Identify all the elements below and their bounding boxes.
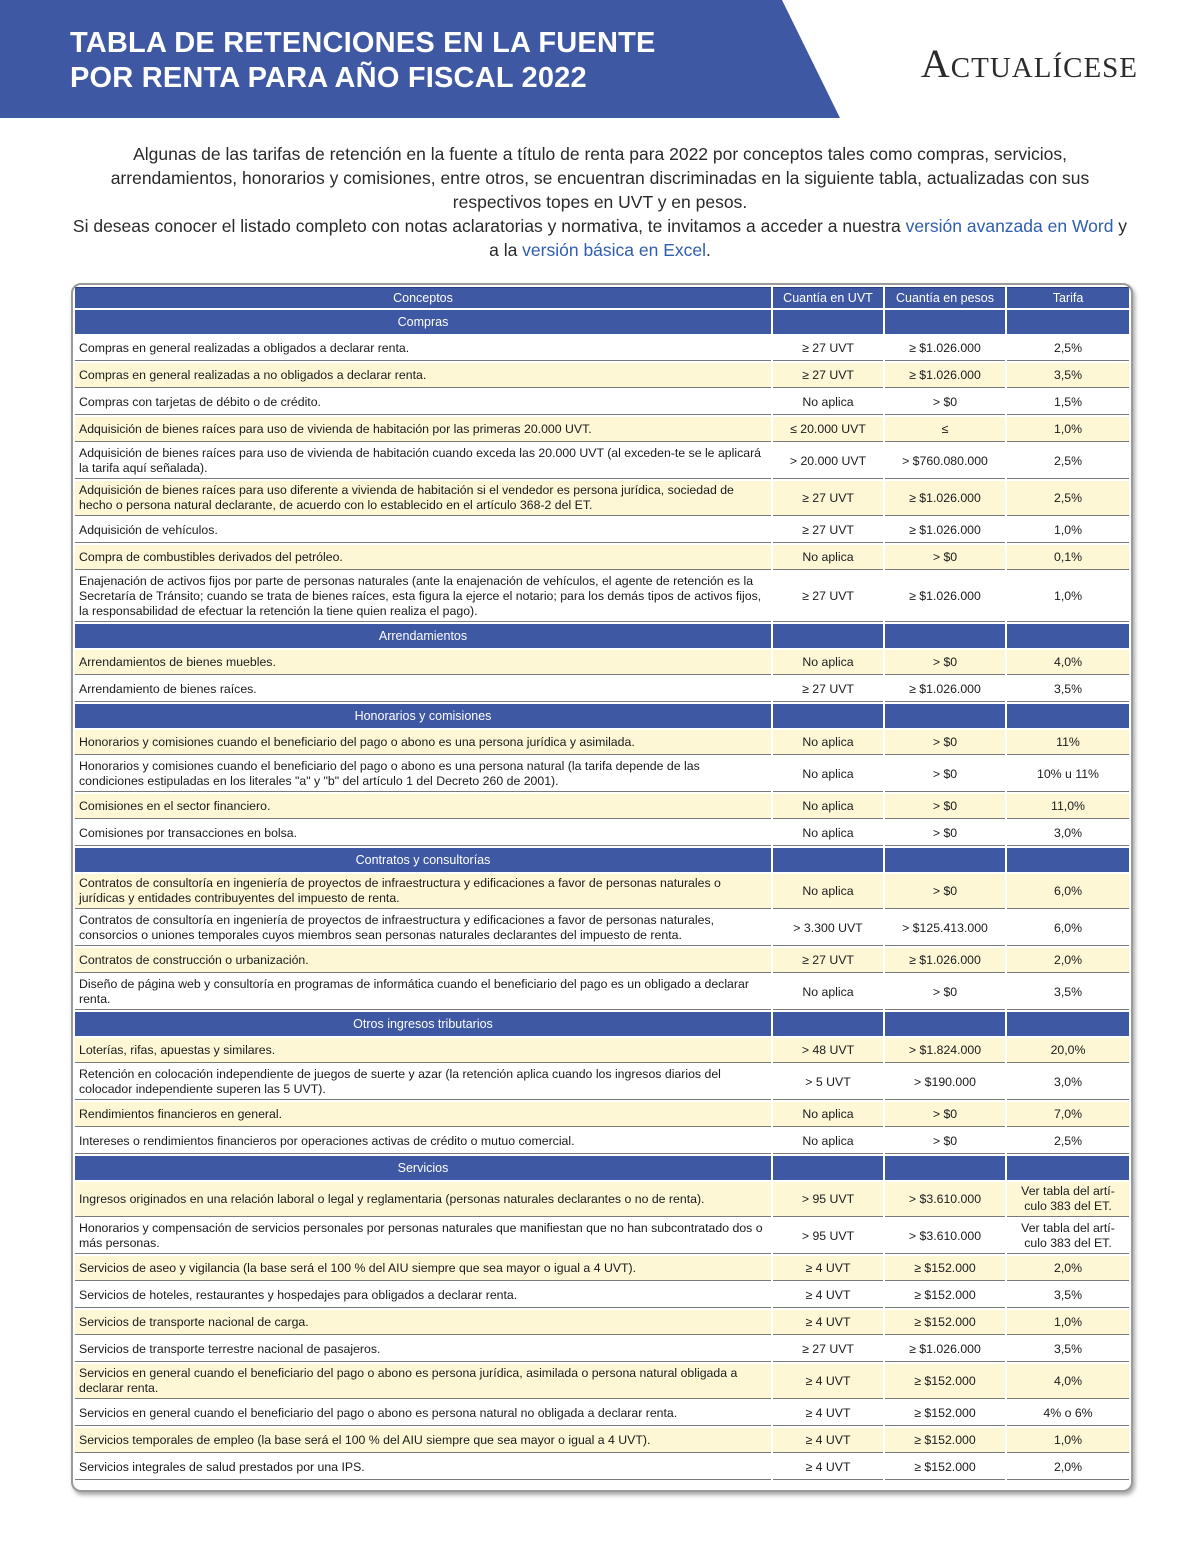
cell-cuantia-pesos: ≥ $1.026.000 xyxy=(885,948,1005,973)
cell-cuantia-uvt: ≤ 20.000 UVT xyxy=(773,417,883,442)
cell-cuantia-uvt: ≥ 4 UVT xyxy=(773,1455,883,1480)
cell-cuantia-pesos: ≥ $1.026.000 xyxy=(885,518,1005,543)
cell-cuantia-pesos: > $3.610.000 xyxy=(885,1182,1005,1217)
table-row xyxy=(75,1129,1129,1154)
table-row xyxy=(75,518,1129,543)
page-title xyxy=(70,26,656,96)
section-title: Arrendamientos xyxy=(75,624,771,648)
section-header-row xyxy=(75,1156,1129,1180)
cell-tarifa: 1,0% xyxy=(1007,518,1129,543)
cell-tarifa: 2,5% xyxy=(1007,444,1129,479)
cell-tarifa: 1,0% xyxy=(1007,572,1129,622)
cell-tarifa: 4,0% xyxy=(1007,650,1129,675)
cell-tarifa: 4,0% xyxy=(1007,1364,1129,1399)
table-row xyxy=(75,1283,1129,1308)
table-row xyxy=(75,1364,1129,1399)
cell-concepto: Servicios de transporte terrestre nacional de pasajeros. xyxy=(75,1337,771,1362)
section-header-filler xyxy=(1007,704,1129,728)
cell-cuantia-pesos: > $0 xyxy=(885,390,1005,415)
section-header-filler xyxy=(773,1156,883,1180)
cell-concepto: Servicios temporales de empleo (la base será el 100 % del AIU siempre que sea mayor o igual a 4 UVT). xyxy=(75,1428,771,1453)
cell-concepto: Loterías, rifas, apuestas y similares. xyxy=(75,1038,771,1063)
cell-concepto: Arrendamiento de bienes raíces. xyxy=(75,677,771,702)
cell-cuantia-pesos: ≥ $1.026.000 xyxy=(885,677,1005,702)
table-row xyxy=(75,545,1129,570)
section-header-filler xyxy=(1007,848,1129,872)
intro-paragraph-2-end: . xyxy=(706,240,711,260)
cell-cuantia-uvt: No aplica xyxy=(773,1102,883,1127)
cell-cuantia-pesos: > $0 xyxy=(885,650,1005,675)
cell-tarifa: 3,0% xyxy=(1007,821,1129,846)
header-cuantia-pesos: Cuantía en pesos xyxy=(885,287,1005,308)
table-row xyxy=(75,1337,1129,1362)
cell-concepto: Adquisición de bienes raíces para uso de vivienda de habitación por las primeras 20.000 UVT. xyxy=(75,417,771,442)
table-row xyxy=(75,677,1129,702)
cell-concepto: Honorarios y compensación de servicios personales por personas naturales que manifiestan que no han subcontratado dos o más personas. xyxy=(75,1219,771,1254)
cell-cuantia-uvt: ≥ 27 UVT xyxy=(773,363,883,388)
cell-cuantia-uvt: No aplica xyxy=(773,650,883,675)
withholding-table-container xyxy=(71,283,1133,1492)
cell-cuantia-uvt: ≥ 27 UVT xyxy=(773,481,883,516)
table-row xyxy=(75,336,1129,361)
cell-tarifa: 3,5% xyxy=(1007,975,1129,1010)
table-row xyxy=(75,1455,1129,1480)
section-header-filler xyxy=(773,310,883,334)
cell-concepto: Enajenación de activos fijos por parte de personas naturales (ante la enajenación de vehículos, el agente de retención es la Secretaría de Tránsito; cuando se trata de bienes raíces, esta figura la ejerce el notario; para los demás tipos de activos fijos, la responsabilidad de efectuar la retención la tiene quien realiza el pago). xyxy=(75,572,771,622)
logo-initial: A xyxy=(920,41,951,86)
cell-cuantia-uvt: ≥ 27 UVT xyxy=(773,572,883,622)
cell-cuantia-uvt: No aplica xyxy=(773,1129,883,1154)
cell-concepto: Rendimientos financieros en general. xyxy=(75,1102,771,1127)
cell-concepto: Retención en colocación independiente de juegos de suerte y azar (la retención aplica cuando los ingresos diarios del colocador independiente superen las 5 UVT). xyxy=(75,1065,771,1100)
table-row xyxy=(75,1182,1129,1217)
section-header-row xyxy=(75,310,1129,334)
cell-cuantia-pesos: > $0 xyxy=(885,730,1005,755)
cell-concepto: Compra de combustibles derivados del petróleo. xyxy=(75,545,771,570)
cell-tarifa: 2,5% xyxy=(1007,1129,1129,1154)
cell-concepto: Adquisición de vehículos. xyxy=(75,518,771,543)
cell-concepto: Adquisición de bienes raíces para uso de vivienda de habitación cuando exceda las 20.000 UVT (al exceden-te se le aplicará la tarifa aquí señalada). xyxy=(75,444,771,479)
cell-tarifa: 1,0% xyxy=(1007,1428,1129,1453)
section-header-filler xyxy=(773,848,883,872)
cell-concepto: Adquisición de bienes raíces para uso diferente a vivienda de habitación si el vendedor es persona jurídica, sociedad de hecho o persona natural declarante, de acuerdo con lo establecido en el artículo 368-2 del ET. xyxy=(75,481,771,516)
cell-cuantia-pesos: > $0 xyxy=(885,545,1005,570)
table-row xyxy=(75,363,1129,388)
header-conceptos: Conceptos xyxy=(75,287,771,308)
table-row xyxy=(75,794,1129,819)
cell-cuantia-pesos: > $760.080.000 xyxy=(885,444,1005,479)
cell-cuantia-pesos: ≥ $152.000 xyxy=(885,1256,1005,1281)
cell-tarifa: 20,0% xyxy=(1007,1038,1129,1063)
cell-cuantia-uvt: No aplica xyxy=(773,975,883,1010)
section-header-filler xyxy=(885,704,1005,728)
cell-cuantia-uvt: ≥ 27 UVT xyxy=(773,336,883,361)
cell-cuantia-uvt: ≥ 4 UVT xyxy=(773,1256,883,1281)
cell-concepto: Honorarios y comisiones cuando el beneficiario del pago o abono es una persona natural (la tarifa depende de las condiciones estipuladas en los literales "a" y "b" del artículo 1 del Decreto 260 de 2001). xyxy=(75,757,771,792)
cell-cuantia-uvt: ≥ 4 UVT xyxy=(773,1428,883,1453)
cell-concepto: Servicios en general cuando el beneficiario del pago o abono es persona natural no obligada a declarar renta. xyxy=(75,1401,771,1426)
title-line-1: TABLA DE RETENCIONES EN LA FUENTE xyxy=(70,27,656,59)
table-row xyxy=(75,390,1129,415)
section-header-filler xyxy=(885,310,1005,334)
cell-cuantia-pesos: ≥ $152.000 xyxy=(885,1428,1005,1453)
cell-cuantia-uvt: ≥ 27 UVT xyxy=(773,948,883,973)
table-row xyxy=(75,757,1129,792)
section-header-filler xyxy=(773,1012,883,1036)
cell-tarifa: 1,0% xyxy=(1007,1310,1129,1335)
table-row xyxy=(75,417,1129,442)
cell-cuantia-pesos: > $1.824.000 xyxy=(885,1038,1005,1063)
cell-concepto: Comisiones en el sector financiero. xyxy=(75,794,771,819)
cell-concepto: Servicios en general cuando el beneficiario del pago o abono es persona jurídica, asimilada o persona natural obligada a declarar renta. xyxy=(75,1364,771,1399)
cell-cuantia-pesos: ≥ $1.026.000 xyxy=(885,481,1005,516)
table-row xyxy=(75,1065,1129,1100)
cell-concepto: Compras en general realizadas a no obligados a declarar renta. xyxy=(75,363,771,388)
cell-cuantia-pesos: ≥ $1.026.000 xyxy=(885,363,1005,388)
cell-cuantia-uvt: No aplica xyxy=(773,874,883,909)
table-row xyxy=(75,1219,1129,1254)
intro-paragraph-1: Algunas de las tarifas de retención en la fuente a título de renta para 2022 por conceptos tales como compras, servicios, arrendamientos, honorarios y comisiones, entre otros, se encuentran discriminadas en la siguiente tabla, actualizadas con sus respectivos topes en UVT y en pesos. xyxy=(110,144,1090,212)
cell-cuantia-uvt: ≥ 27 UVT xyxy=(773,1337,883,1362)
cell-tarifa: 2,0% xyxy=(1007,1256,1129,1281)
table-body xyxy=(75,310,1129,1480)
cell-concepto: Intereses o rendimientos financieros por operaciones activas de crédito o mutuo comercial. xyxy=(75,1129,771,1154)
cell-cuantia-uvt: ≥ 4 UVT xyxy=(773,1401,883,1426)
table-row xyxy=(75,975,1129,1010)
cell-cuantia-pesos: ≥ $1.026.000 xyxy=(885,336,1005,361)
cell-tarifa: 7,0% xyxy=(1007,1102,1129,1127)
cell-tarifa: 11,0% xyxy=(1007,794,1129,819)
cell-concepto: Compras con tarjetas de débito o de crédito. xyxy=(75,390,771,415)
cell-tarifa: Ver tabla del artí-culo 383 del ET. xyxy=(1007,1219,1129,1254)
cell-cuantia-pesos: > $0 xyxy=(885,821,1005,846)
section-header-filler xyxy=(885,1156,1005,1180)
header-tarifa: Tarifa xyxy=(1007,287,1129,308)
cell-concepto: Contratos de consultoría en ingeniería de proyectos de infraestructura y edificaciones a favor de personas naturales o jurídicas y entidades contribuyentes del impuesto de renta. xyxy=(75,874,771,909)
intro-paragraph-2-mid: y a la xyxy=(489,216,1128,260)
cell-cuantia-uvt: > 5 UVT xyxy=(773,1065,883,1100)
table-row xyxy=(75,572,1129,622)
cell-cuantia-uvt: > 95 UVT xyxy=(773,1182,883,1217)
cell-cuantia-pesos: ≥ $1.026.000 xyxy=(885,1337,1005,1362)
section-header-filler xyxy=(885,624,1005,648)
cell-tarifa: 6,0% xyxy=(1007,911,1129,946)
cell-cuantia-uvt: > 48 UVT xyxy=(773,1038,883,1063)
cell-concepto: Comisiones por transacciones en bolsa. xyxy=(75,821,771,846)
cell-cuantia-pesos: > $0 xyxy=(885,1102,1005,1127)
table-row xyxy=(75,948,1129,973)
cell-concepto: Servicios de hoteles, restaurantes y hospedajes para obligados a declarar renta. xyxy=(75,1283,771,1308)
cell-cuantia-pesos: ≥ $152.000 xyxy=(885,1401,1005,1426)
section-header-filler xyxy=(1007,310,1129,334)
intro-paragraph-2-text: Si deseas conocer el listado completo con notas aclaratorias y normativa, te invitamos a acceder a nuestra xyxy=(72,216,906,236)
table-row xyxy=(75,1428,1129,1453)
cell-cuantia-uvt: > 3.300 UVT xyxy=(773,911,883,946)
cell-cuantia-pesos: > $0 xyxy=(885,757,1005,792)
cell-tarifa: 3,5% xyxy=(1007,677,1129,702)
cell-tarifa: 10% u 11% xyxy=(1007,757,1129,792)
intro-text xyxy=(70,142,1130,262)
cell-concepto: Servicios de transporte nacional de carga. xyxy=(75,1310,771,1335)
section-title: Contratos y consultorías xyxy=(75,848,771,872)
section-header-filler xyxy=(1007,624,1129,648)
table-row xyxy=(75,1038,1129,1063)
table-row xyxy=(75,1102,1129,1127)
cell-tarifa: 2,5% xyxy=(1007,336,1129,361)
section-title: Servicios xyxy=(75,1156,771,1180)
section-title: Compras xyxy=(75,310,771,334)
cell-tarifa: Ver tabla del artí-culo 383 del ET. xyxy=(1007,1182,1129,1217)
table-row xyxy=(75,1310,1129,1335)
cell-cuantia-uvt: ≥ 4 UVT xyxy=(773,1283,883,1308)
cell-cuantia-pesos: > $190.000 xyxy=(885,1065,1005,1100)
cell-tarifa: 6,0% xyxy=(1007,874,1129,909)
cell-cuantia-uvt: No aplica xyxy=(773,545,883,570)
cell-cuantia-uvt: No aplica xyxy=(773,730,883,755)
section-header-filler xyxy=(885,1012,1005,1036)
cell-concepto: Diseño de página web y consultoría en programas de informática cuando el beneficiario del pago es un obligado a declarar renta. xyxy=(75,975,771,1010)
section-title: Honorarios y comisiones xyxy=(75,704,771,728)
withholding-table xyxy=(73,285,1131,1482)
cell-cuantia-uvt: ≥ 4 UVT xyxy=(773,1364,883,1399)
cell-concepto: Servicios de aseo y vigilancia (la base será el 100 % del AIU siempre que sea mayor o igual a 4 UVT). xyxy=(75,1256,771,1281)
cell-cuantia-pesos: ≥ $152.000 xyxy=(885,1283,1005,1308)
cell-concepto: Servicios integrales de salud prestados por una IPS. xyxy=(75,1455,771,1480)
header-cuantia-uvt: Cuantía en UVT xyxy=(773,287,883,308)
cell-tarifa: 2,0% xyxy=(1007,1455,1129,1480)
cell-concepto: Contratos de consultoría en ingeniería de proyectos de infraestructura y edificaciones a favor de personas naturales, consorcios o uniones temporales cuyos miembros sean personas naturales declarantes del impuesto de renta. xyxy=(75,911,771,946)
cell-cuantia-uvt: No aplica xyxy=(773,757,883,792)
intro-paragraph-2 xyxy=(70,214,1130,262)
table-row xyxy=(75,1401,1129,1426)
section-header-row xyxy=(75,848,1129,872)
cell-tarifa: 3,5% xyxy=(1007,1337,1129,1362)
cell-tarifa: 3,5% xyxy=(1007,1283,1129,1308)
word-version-link[interactable]: versión avanzada en Word xyxy=(905,216,1114,236)
cell-tarifa: 1,5% xyxy=(1007,390,1129,415)
cell-cuantia-pesos: ≥ $152.000 xyxy=(885,1310,1005,1335)
cell-concepto: Ingresos originados en una relación laboral o legal y reglamentaria (personas naturales declarantes o no de renta). xyxy=(75,1182,771,1217)
cell-tarifa: 3,5% xyxy=(1007,363,1129,388)
section-header-filler xyxy=(1007,1156,1129,1180)
table-row xyxy=(75,1256,1129,1281)
cell-concepto: Arrendamientos de bienes muebles. xyxy=(75,650,771,675)
cell-cuantia-uvt: ≥ 4 UVT xyxy=(773,1310,883,1335)
cell-cuantia-uvt: ≥ 27 UVT xyxy=(773,677,883,702)
cell-tarifa: 1,0% xyxy=(1007,417,1129,442)
cell-cuantia-pesos: > $3.610.000 xyxy=(885,1219,1005,1254)
section-header-row xyxy=(75,704,1129,728)
cell-cuantia-pesos: > $0 xyxy=(885,794,1005,819)
cell-cuantia-pesos: > $0 xyxy=(885,874,1005,909)
cell-cuantia-pesos: > $125.413.000 xyxy=(885,911,1005,946)
section-header-filler xyxy=(773,704,883,728)
cell-cuantia-uvt: > 95 UVT xyxy=(773,1219,883,1254)
section-header-row xyxy=(75,624,1129,648)
table-row xyxy=(75,444,1129,479)
cell-cuantia-uvt: No aplica xyxy=(773,390,883,415)
table-row xyxy=(75,650,1129,675)
cell-concepto: Compras en general realizadas a obligados a declarar renta. xyxy=(75,336,771,361)
section-header-filler xyxy=(1007,1012,1129,1036)
table-row xyxy=(75,911,1129,946)
logo-rest: CTUALÍCESE xyxy=(950,52,1138,84)
table-header-row xyxy=(75,287,1129,308)
cell-cuantia-pesos: ≤ xyxy=(885,417,1005,442)
table-row xyxy=(75,481,1129,516)
cell-cuantia-pesos: > $0 xyxy=(885,1129,1005,1154)
title-line-2: POR RENTA PARA AÑO FISCAL 2022 xyxy=(70,62,587,94)
table-row xyxy=(75,730,1129,755)
cell-cuantia-pesos: ≥ $152.000 xyxy=(885,1364,1005,1399)
cell-cuantia-uvt: ≥ 27 UVT xyxy=(773,518,883,543)
cell-tarifa: 11% xyxy=(1007,730,1129,755)
cell-tarifa: 0,1% xyxy=(1007,545,1129,570)
cell-cuantia-pesos: > $0 xyxy=(885,975,1005,1010)
section-header-filler xyxy=(773,624,883,648)
cell-tarifa: 2,0% xyxy=(1007,948,1129,973)
cell-tarifa: 2,5% xyxy=(1007,481,1129,516)
table-row xyxy=(75,874,1129,909)
table-row xyxy=(75,821,1129,846)
cell-cuantia-uvt: No aplica xyxy=(773,794,883,819)
cell-concepto: Honorarios y comisiones cuando el beneficiario del pago o abono es una persona jurídica y asimilada. xyxy=(75,730,771,755)
cell-tarifa: 3,0% xyxy=(1007,1065,1129,1100)
section-header-row xyxy=(75,1012,1129,1036)
cell-cuantia-uvt: No aplica xyxy=(773,821,883,846)
excel-version-link[interactable]: versión básica en Excel xyxy=(522,240,707,260)
cell-cuantia-uvt: > 20.000 UVT xyxy=(773,444,883,479)
section-header-filler xyxy=(885,848,1005,872)
cell-concepto: Contratos de construcción o urbanización. xyxy=(75,948,771,973)
cell-cuantia-pesos: ≥ $1.026.000 xyxy=(885,572,1005,622)
cell-tarifa: 4% o 6% xyxy=(1007,1401,1129,1426)
actualicese-logo[interactable] xyxy=(921,40,1138,87)
section-title: Otros ingresos tributarios xyxy=(75,1012,771,1036)
cell-cuantia-pesos: ≥ $152.000 xyxy=(885,1455,1005,1480)
